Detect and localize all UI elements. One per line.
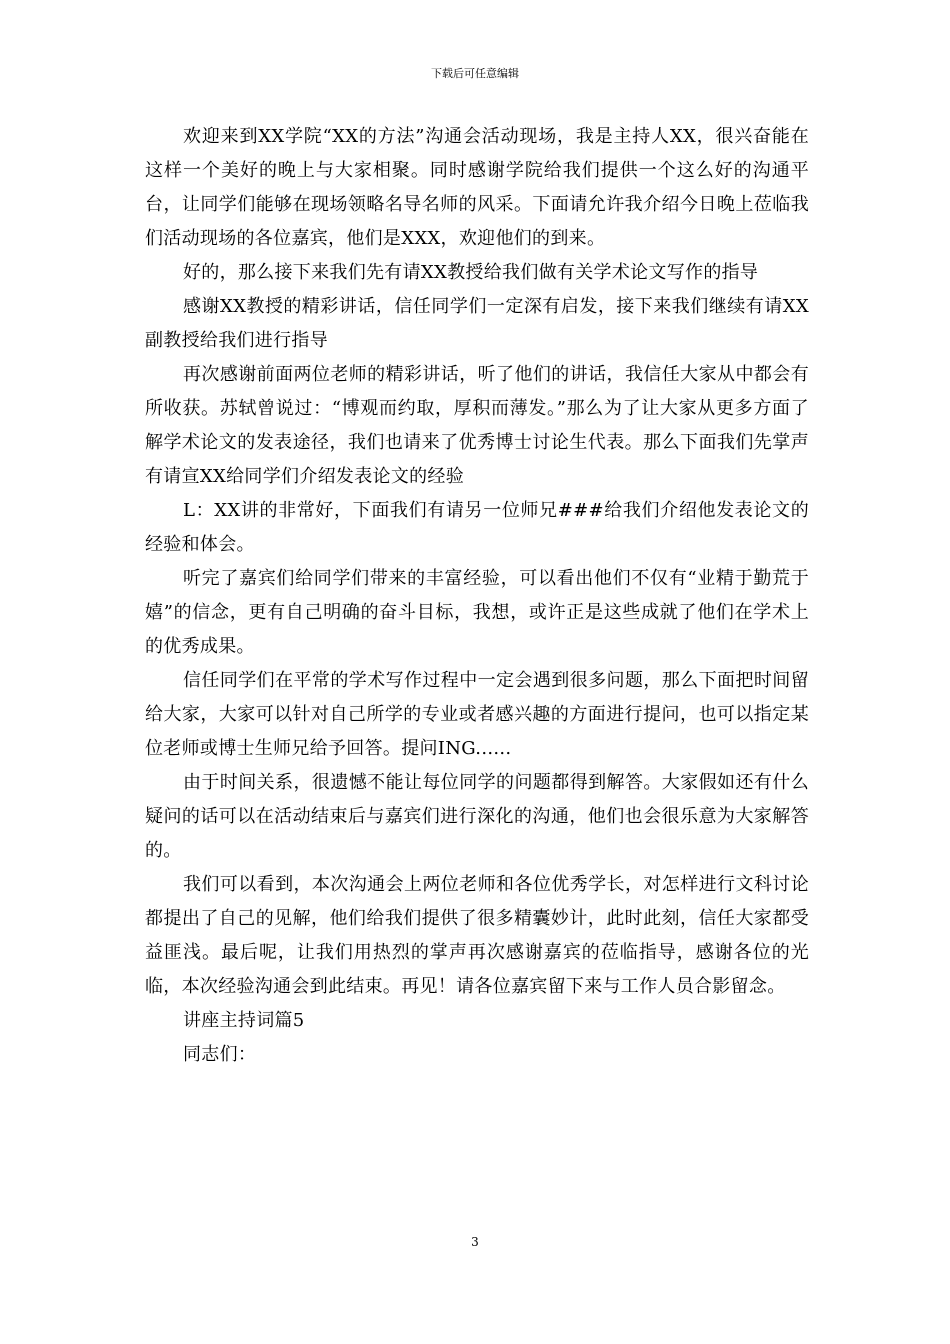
section-heading: 讲座主持词篇5 [183, 1010, 305, 1031]
paragraph-closing: 我们可以看到，本次沟通会上两位老师和各位优秀学长，对怎样进行文科讨论都提出了自己的见解，他们给我们提供了很多精囊妙计，此时此刻，信任大家都受益匪浅。最后呢，让我们用热烈的掌声再次感谢嘉宾的莅临指导，感谢各位的光临，本次经验沟通会到此结束。再见！请各位嘉宾留下来与工作人员合影留念。 [145, 874, 809, 997]
paragraph-summary: 听完了嘉宾们给同学们带来的丰富经验，可以看出他们不仅有“业精于勤荒于嬉”的信念，更有自己明确的奋斗目标，我想，或许正是这些成就了他们在学术上的优秀成果。 [145, 568, 809, 657]
paragraph-first-speaker: 好的，那么接下来我们先有请XX教授给我们做有关学术论文写作的指导 [183, 262, 759, 283]
page-header: 下载后可任意编辑 [431, 67, 519, 80]
paragraph-welcome: 欢迎来到XX学院“XX的方法”沟通会活动现场，我是主持人XX，很兴奋能在这样一个美好的晚上与大家相聚。同时感谢学院给我们提供一个这么好的沟通平台，让同学们能够在现场领略名导名师的风采。下面请允许我介绍今日晚上莅临我们活动现场的各位嘉宾，他们是XXX，欢迎他们的到来。 [145, 126, 809, 249]
document-body [145, 120, 809, 1072]
paragraph-thanks: 再次感谢前面两位老师的精彩讲话，听了他们的讲话，我信任大家从中都会有所收获。苏轼曾说过：“博观而约取，厚积而薄发。”那么为了让大家从更多方面了解学术论文的发表途径，我们也请来了优秀博士讨论生代表。那么下面我们先掌声有请宣XX给同学们介绍发表论文的经验 [145, 364, 809, 487]
salutation: 同志们： [183, 1044, 257, 1065]
paragraph-second-speaker: 感谢XX教授的精彩讲话，信任同学们一定深有启发，接下来我们继续有请XX副教授给我们进行指导 [145, 296, 809, 351]
paragraph-next-speaker: L：XX讲的非常好，下面我们有请另一位师兄###给我们介绍他发表论文的经验和体会。 [145, 500, 809, 555]
paragraph-questions: 信任同学们在平常的学术写作过程中一定会遇到很多问题，那么下面把时间留给大家，大家可以针对自己所学的专业或者感兴趣的方面进行提问，也可以指定某位老师或博士生师兄给予回答。提问ING...... [145, 670, 809, 759]
paragraph-time: 由于时间关系，很遗憾不能让每位同学的问题都得到解答。大家假如还有什么疑问的话可以在活动结束后与嘉宾们进行深化的沟通，他们也会很乐意为大家解答的。 [145, 772, 809, 861]
page-number: 3 [471, 1235, 479, 1249]
